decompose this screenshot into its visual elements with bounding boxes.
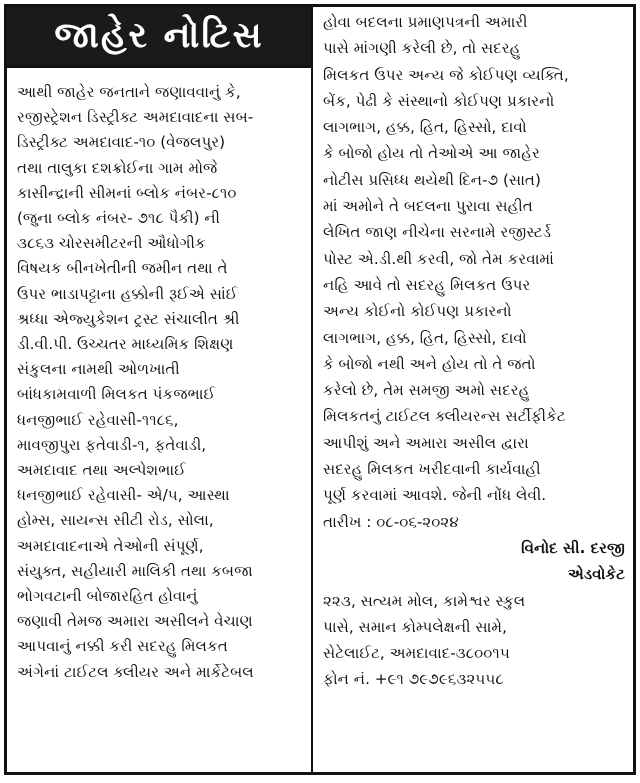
body-line: અન્ય કોઈનો કોઈપણ પ્રકારનો [323, 302, 512, 321]
body-line: નહિ આવે તો સદરહુ મિલકત ઉપર [323, 275, 531, 294]
body-line: (જુના બ્લોક નંબર- ૭૧૮ પૈકી) ની [17, 209, 221, 228]
notice-title: જાહેર નોટિસ [7, 7, 311, 68]
body-line: સંકુલના નામથી ઓળખાતી [17, 360, 180, 379]
address-line: ૨૨૩, સત્યમ મોલ, કામેશ્વર સ્કુલ [323, 591, 526, 610]
body-line: જણાવી તેમજ અમારા અસીલને વેચાણ [17, 612, 253, 631]
body-line: આથી જાહેર જનતાને જણાવવાનું કે, [17, 83, 241, 101]
body-line: માવજીપુરા ફતેવાડી-૧, ફતેવાડી, [17, 435, 207, 454]
body-line: ૩૮૬૩ ચોરસમીટરની ઔધોગીક [17, 234, 206, 253]
signatory-name: વિનોદ સી. દરજી [521, 538, 625, 557]
body-line: ભોગવટાની બોજારહિત હોવાનું [17, 587, 198, 606]
signatory-designation: એડવોકેટ [567, 565, 625, 584]
body-line: બેંક, પેઢી કે સંસ્થાનો કોઈપણ પ્રકારનો [323, 91, 555, 110]
notice-body-left [7, 68, 311, 772]
body-line: આપીશું અને અમારા અસીલ દ્વારા [323, 433, 529, 452]
body-line: મિલકતનું ટાઈટલ ક્લીયરન્સ સર્ટીફીકેટ [323, 407, 566, 426]
right-column [313, 7, 633, 772]
body-line: કે બોજો હોય તો તેઓએ આ જાહેર [323, 144, 540, 163]
body-line: ધનજીભાઈ રહેવાસી- એ/૫, આસ્થા [17, 486, 230, 505]
body-line: ધનજીભાઈ રહેવાસી-૧૧૮૬, [17, 410, 179, 429]
body-line: અમદાવાદનાએ તેઓની સંપૂર્ણ, [17, 536, 204, 555]
address-line: પાસે, સમાન કોમ્પલેક્ષની સામે, [323, 617, 507, 636]
body-line: માં અમોને તે બદલના પુરાવા સહીત [323, 197, 533, 216]
body-line: પોસ્ટ એ.ડી.થી કરવી, જો તેમ કરવામાં [323, 249, 554, 268]
body-line: પૂર્ણ કરવામાં આવશે. જેની નોંધ લેવી. [323, 486, 547, 505]
address-line: ફોન નં. +૯૧ ૭૯૭૯૬૩૨૫૫૮ [323, 670, 504, 689]
body-line: રજીસ્ટ્રેશન ડિસ્ટ્રીક્ટ અમદાવાદના સબ- [17, 108, 254, 127]
body-line: અમદાવાદ તથા અલ્પેશભાઈ [17, 461, 186, 480]
body-line: લાગભાગ, હક્ક, હિત, હિસ્સો, દાવો [323, 118, 527, 137]
body-line: કરેલો છે, તેમ સમજી અમો સદરહુ [323, 381, 530, 400]
body-line: બાંધકામવાળી મિલકત પંકજભાઈ [17, 385, 216, 404]
body-line: પાસે માંગણી કરેલી છે, તો સદરહુ [323, 39, 521, 58]
body-line: કે બોજો નથી અને હોય તો તે જતો [323, 354, 536, 373]
body-line: અંગેનાં ટાઈટલ ક્લીયર અને માર્કેટેબલ [17, 662, 254, 681]
body-line: મિલકત ઉપર અન્ય જે કોઈપણ વ્યક્તિ, [323, 65, 569, 84]
body-line: ઉપર ભાડાપટ્ટાના હક્કોની રૂઈએ સાંઈ [17, 284, 238, 303]
body-line: તથા તાલુકા દશક્રોઈના ગામ મોજે [17, 158, 218, 177]
body-line: કાસીન્દ્રાની સીમનાં બ્લોક નંબર-૮૧૦ [17, 183, 237, 202]
left-column [7, 7, 313, 772]
body-line: આપવાનું નક્કી કરી સદરહુ મિલકત [17, 637, 228, 656]
body-line: હોમ્સ, સાયન્સ સીટી રોડ, સોલા, [17, 511, 214, 530]
body-line: ડી.વી.પી. ઉચ્ચતર માધ્યમિક શિક્ષણ [17, 335, 234, 354]
address-line: સેટેલાઈટ, અમદાવાદ-૩૮૦૦૧૫ [323, 644, 510, 663]
public-notice [4, 4, 636, 775]
body-line: હોવા બદલના પ્રમાણપત્રની અમારી [323, 13, 528, 31]
notice-date: તારીખ : ૦૮-૦૬-૨૦૨૪ [323, 512, 459, 531]
body-line: શ્રધ્ધા એજ્યુકેશન ટ્રસ્ટ સંચાલીત શ્રી [17, 309, 240, 328]
body-line: સંયુક્ત, સહીયારી માલિકી તથા કબજા [17, 561, 253, 580]
body-line: લાગભાગ, હક્ક, હિત, હિસ્સો, દાવો [323, 328, 527, 347]
body-line: લેખિત જાણ નીચેના સરનામે રજીસ્ટર્ડ [323, 223, 552, 242]
body-line: નોટીસ પ્રસિધ્ધ થયેથી દિન-૭ (સાત) [323, 170, 541, 189]
body-line: ડિસ્ટ્રીક્ટ અમદાવાદ-૧૦ (વેજલપુર) [17, 133, 226, 152]
body-line: વિષયક બીનખેતીની જમીન તથા તે [17, 259, 228, 278]
body-line: સદરહુ મિલકત ખરીદવાની કાર્યવાહી [323, 460, 541, 479]
